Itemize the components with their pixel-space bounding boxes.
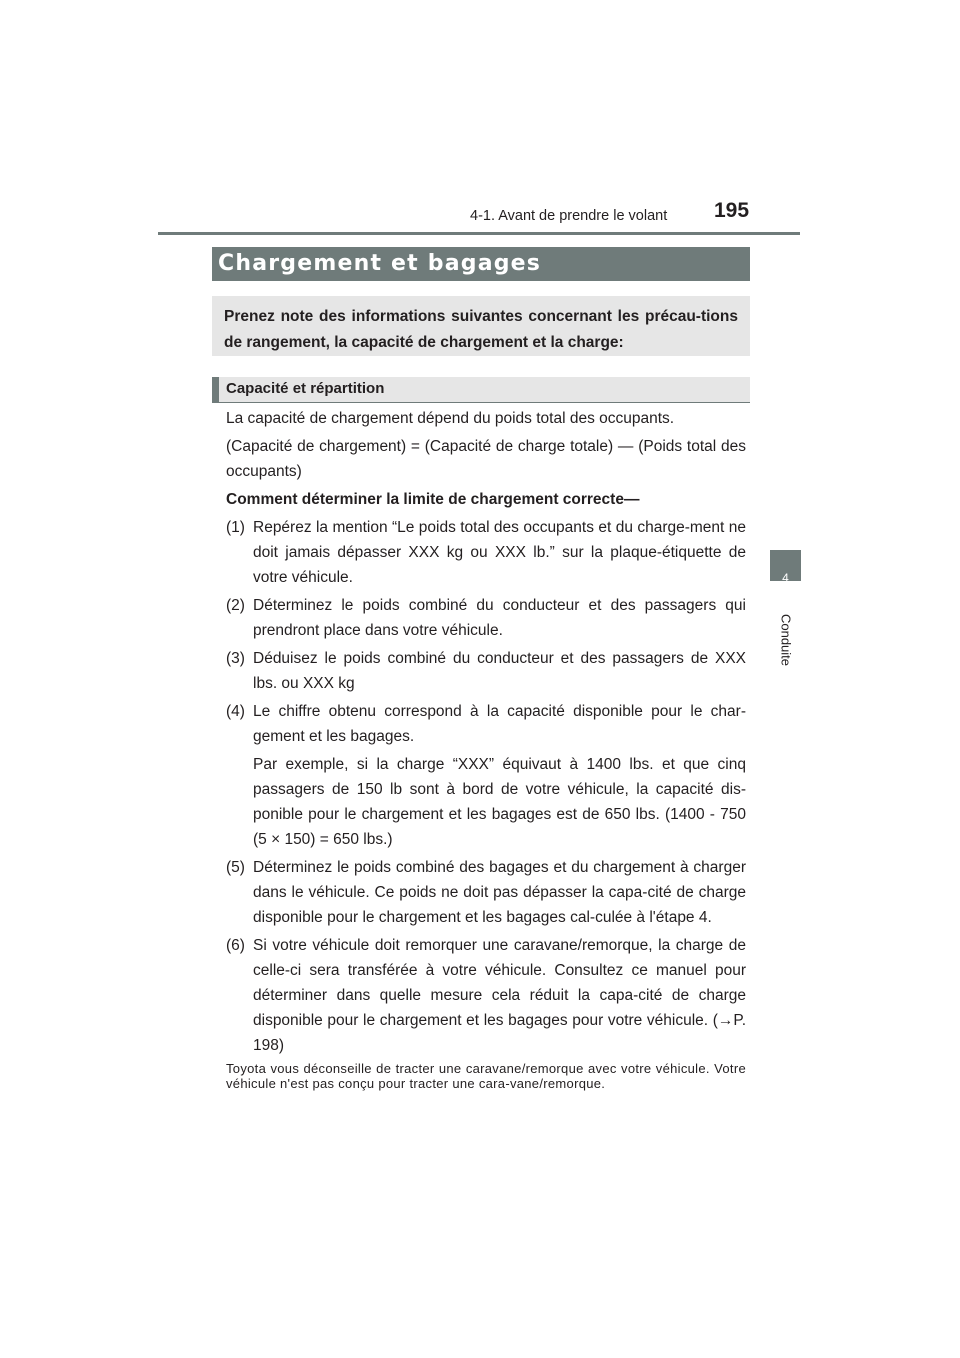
intro-text: Prenez note des informations suivantes concernant les précau-tions de rangement, la capacité de chargement et la charge: (224, 308, 738, 351)
step-number: (1) (226, 519, 245, 536)
header-rule (158, 232, 800, 235)
page-title-bar (212, 247, 750, 281)
subsection-marker (212, 377, 219, 402)
step-text: Repérez la mention “Le poids total des occupants et du charge-ment ne doit jamais dépasser XXX kg ou XXX lb.” sur la plaque-étiquette de votre véhicule. (253, 519, 746, 586)
paragraph-capacity: La capacité de chargement dépend du poids total des occupants. (226, 410, 675, 427)
step-number: (5) (226, 859, 245, 876)
step-number: (6) (226, 937, 245, 954)
step-item (226, 855, 746, 930)
step-number: (2) (226, 597, 245, 614)
paragraph-formula: (Capacité de chargement) = (Capacité de charge totale) — (Poids total des occupants) (226, 438, 746, 480)
step-number: (4) (226, 703, 245, 720)
step-item (226, 699, 746, 749)
chapter-label: Conduite (778, 613, 794, 667)
example-paragraph: Par exemple, si la charge “XXX” équivaut à 1400 lbs. et que cinq passagers de 150 lb sont à bord de votre véhicule, la capacité dis-ponible pour le chargement et les bagages est de 650 lbs. (1400 - 750 (5 × 150) = 650 lbs.) (253, 756, 746, 848)
subsection-heading (212, 377, 750, 403)
step-text: Si votre véhicule doit remorquer une caravane/remorque, la charge de celle-ci sera transférée à votre véhicule. Consultez ce manuel pour déterminer dans quelle mesure cela réduit la capa-cité de charge disponible pour le chargement et les bagages pour votre véhicule. (→P. 198) (253, 937, 746, 1054)
step-text: Déterminez le poids combiné du conducteur et des passagers qui prendront place dans votre véhicule. (253, 597, 746, 639)
step-text: Déduisez le poids combiné du conducteur et des passagers de XXX lbs. ou XXX kg (253, 650, 746, 692)
step-item (226, 515, 746, 590)
step-text: Le chiffre obtenu correspond à la capacité disponible pour le char-gement et les bagages. (253, 703, 746, 745)
step-number: (3) (226, 650, 245, 667)
page-number: 195 (714, 199, 750, 222)
paragraph-heading: Comment déterminer la limite de chargement correcte— (226, 491, 640, 508)
towing-note: Toyota vous déconseille de tracter une caravane/remorque avec votre véhicule. Votre véhicule n'est pas conçu pour tracter une cara-vane/remorque. (226, 1061, 746, 1091)
subsection-title: Capacité et répartition (226, 380, 385, 397)
step-text: Déterminez le poids combiné des bagages et du chargement à charger dans le véhicule. Ce poids ne doit pas dépasser la capa-cité de charge disponible pour le chargement et les bagages cal-culée à l'étape 4. (253, 859, 746, 926)
header-section-title: 4-1. Avant de prendre le volant (470, 208, 668, 224)
page-title: Chargement et bagages (218, 251, 542, 276)
chapter-number: 4 (782, 571, 789, 585)
step-item (226, 646, 746, 696)
step-item (226, 933, 746, 1058)
body-content (226, 406, 746, 1094)
intro-box (212, 296, 750, 356)
step-item (226, 593, 746, 643)
